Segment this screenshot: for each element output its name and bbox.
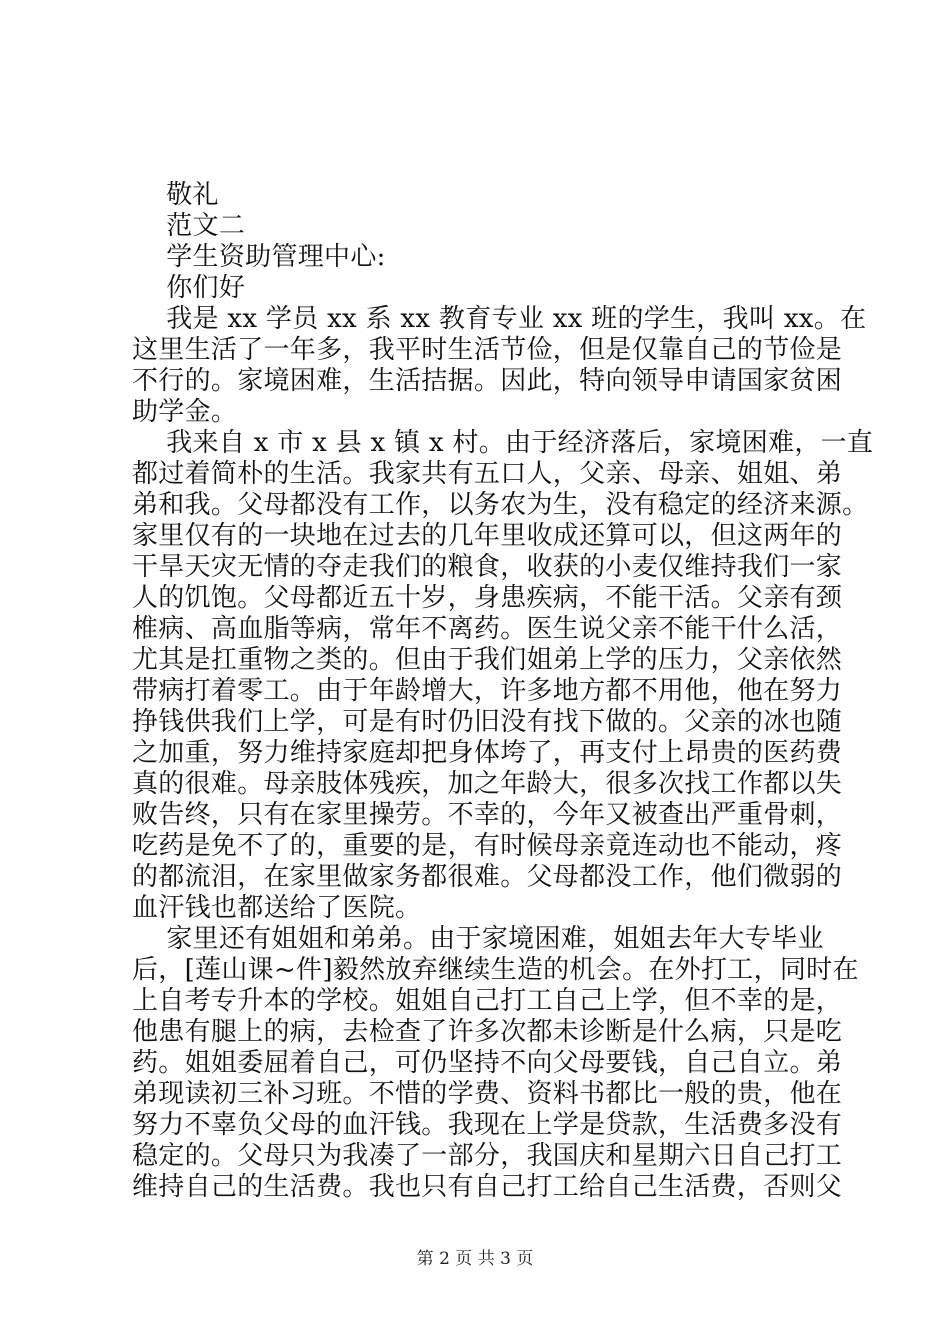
text-line: 后，[莲山课~件]毅然放弃继续生造的机会。在外打工，同时在 [132, 955, 859, 985]
text-line: 助学金。 [132, 397, 238, 427]
text-line: 都过着简朴的生活。我家共有五口人，父亲、母亲、姐姐、弟 [132, 459, 843, 489]
text-line: 这里生活了一年多，我平时生活节俭，但是仅靠自己的节俭是 [132, 335, 843, 365]
text-line: 败告终，只有在家里操劳。不幸的，今年又被查出严重骨刺， [132, 800, 843, 830]
text-line: 尤其是扛重物之类的。但由于我们姐弟上学的压力，父亲依然 [132, 645, 843, 675]
text-line: 吃药是免不了的，重要的是，有时候母亲竟连动也不能动，疼 [132, 831, 843, 861]
page-number-label: 第 2 页 共 3 页 [416, 1249, 534, 1269]
text-line: 稳定的。父母只为我凑了一部分，我国庆和星期六日自己打工 [132, 1141, 843, 1171]
page-footer [0, 1244, 950, 1269]
text-line: 不行的。家境困难，生活拮据。因此，特向领导申请国家贫困 [132, 366, 843, 396]
text-line: 家里还有姐姐和弟弟。由于家境困难，姐姐去年大专毕业 [132, 924, 824, 954]
text-line: 椎病、高血脂等病，常年不离药。医生说父亲不能干什么活， [132, 614, 843, 644]
text-line: 我来自 x 市 x 县 x 镇 x 村。由于经济落后，家境困难，一直 [132, 428, 874, 458]
text-line: 干旱天灾无情的夺走我们的粮食，收获的小麦仅维持我们一家 [132, 552, 843, 582]
text-line: 药。姐姐委屈着自己，可仍坚持不向父母要钱，自己自立。弟 [132, 1048, 843, 1078]
text-line: 努力不辜负父母的血汗钱。我现在上学是贷款，生活费多没有 [132, 1110, 843, 1140]
text-line: 维持自己的生活费。我也只有自己打工给自己生活费，否则父 [132, 1172, 843, 1202]
text-line: 真的很难。母亲肢体残疾，加之年龄大，很多次找工作都以失 [132, 769, 843, 799]
document-body [132, 180, 874, 1203]
text-line: 血汗钱也都送给了医院。 [132, 893, 422, 923]
text-line: 带病打着零工。由于年龄增大，许多地方都不用他，他在努力 [132, 676, 843, 706]
text-line: 挣钱供我们上学，可是有时仍旧没有找下做的。父亲的冰也随 [132, 707, 843, 737]
text-line: 学生资助管理中心: [132, 242, 386, 272]
text-line: 弟和我。父母都没有工作，以务农为生，没有稳定的经济来源。 [132, 490, 869, 520]
text-line: 他患有腿上的病，去检查了许多次都未诊断是什么病，只是吃 [132, 1017, 843, 1047]
text-line: 家里仅有的一块地在过去的几年里收成还算可以，但这两年的 [132, 521, 843, 551]
text-line: 你们好 [132, 273, 246, 303]
text-line: 之加重，努力维持家庭却把身体垮了，再支付上昂贵的医药费 [132, 738, 843, 768]
text-line: 人的饥饱。父母都近五十岁，身患疾病，不能干活。父亲有颈 [132, 583, 843, 613]
text-line: 上自考专升本的学校。姐姐自己打工自己上学，但不幸的是， [132, 986, 843, 1016]
text-line: 的都流泪，在家里做家务都很难。父母都没工作，他们微弱的 [132, 862, 843, 892]
text-line: 范文二 [132, 211, 246, 241]
text-line: 我是 xx 学员 xx 系 xx 教育专业 xx 班的学生，我叫 xx。在 [132, 304, 867, 334]
text-line: 敬礼 [132, 180, 219, 210]
text-line: 弟现读初三补习班。不惜的学费、资料书都比一般的贵，他在 [132, 1079, 843, 1109]
